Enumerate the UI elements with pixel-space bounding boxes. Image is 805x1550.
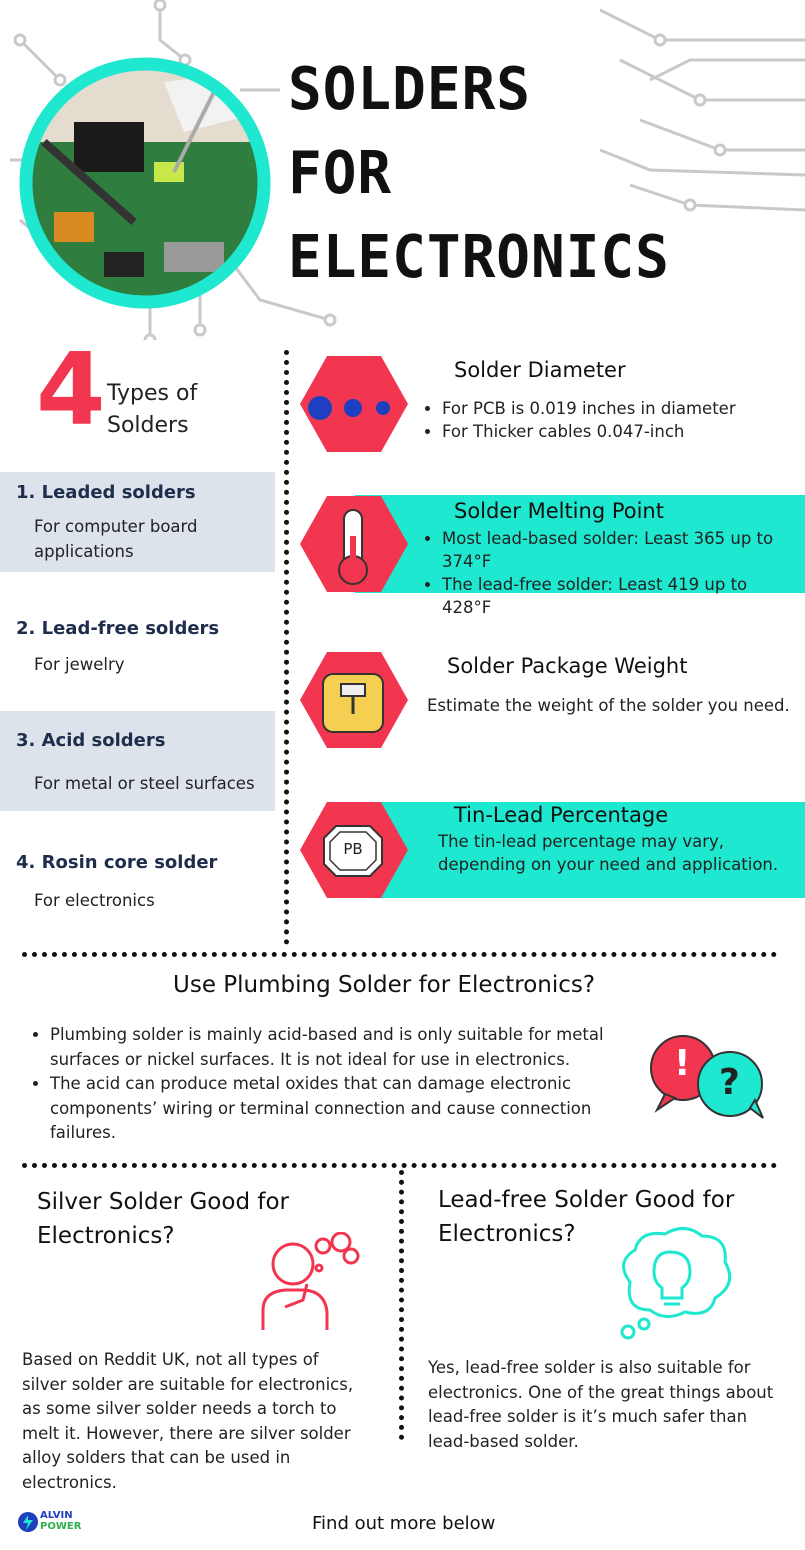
tinlead-title: Tin-Lead Percentage [454,803,669,827]
types-count: 4 [36,331,106,448]
diameter-bullets [424,397,794,443]
logo-line2: POWER [40,1521,82,1532]
type-name: 3. Acid solders [16,730,166,751]
bullet: • For Thicker cables 0.047-inch [442,420,794,443]
type-item-lead-free [0,600,275,690]
types-heading [107,378,197,442]
title-line: ELECTRONICS [288,223,670,292]
bullet: • The lead-free solder: Least 419 up to 428°F [442,573,799,619]
alvin-power-logo [16,1510,40,1534]
plumbing-title: Use Plumbing Solder for Electronics? [173,972,596,998]
plumbing-bullets [30,1023,630,1146]
exclaim-mark: ! [674,1043,691,1084]
question-mark: ? [719,1062,740,1103]
section-divider [22,1163,777,1168]
leadfree-title: Lead-free Solder Good for Electronics? [438,1187,735,1247]
type-item-acid [0,711,275,811]
silver-title: Silver Solder Good for Electronics? [37,1189,289,1249]
type-desc: For electronics [34,891,155,910]
circuit-board-photo [14,52,276,314]
type-desc: For metal or steel surfaces [34,774,255,793]
title-line: SOLDERS [288,55,532,124]
exclaim-question-icon [645,1032,775,1122]
find-out-more-link[interactable]: Find out more below [312,1513,496,1534]
type-name: 4. Rosin core solder [16,852,218,873]
leadfree-text: Yes, lead-free solder is also suitable for electronics. One of the great things about lead-free solder is it’s much safer than lead-based solder. [428,1358,774,1451]
logo-text [40,1510,81,1532]
type-item-rosin [0,836,275,926]
type-desc: For jewelry [34,655,125,674]
pb-label: PB [343,840,363,858]
type-name: 1. Leaded solders [16,482,196,503]
bullet: • For PCB is 0.019 inches in diameter [442,397,794,420]
column-divider [284,350,289,945]
type-name: 2. Lead-free solders [16,618,220,639]
thermometer-icon [300,496,408,592]
tinlead-text: The tin-lead percentage may vary, depending on your need and application. [438,832,779,874]
diameter-title: Solder Diameter [454,358,626,382]
melting-title: Solder Melting Point [454,499,664,523]
type-item-leaded [0,472,275,572]
type-desc: For computer board applications [34,517,198,561]
types-heading-line: Solders [107,413,189,438]
bullet: • Most lead-based solder: Least 365 up to 374°F [442,527,799,573]
thinking-person-icon [255,1232,365,1332]
silver-text: Based on Reddit UK, not all types of silver solder are suitable for electronics, as some silver solder needs a torch to melt it. However, there are silver solder alloy solders that can be used in electronics. [22,1350,354,1492]
weight-text: Estimate the weight of the solder you need. [427,696,790,715]
section-divider [22,952,777,957]
melting-bullets [424,527,799,619]
scale-icon [300,652,408,748]
bullet: • The acid can produce metal oxides that can damage electronic components’ wiring or terminal connection and cause connection failures. [50,1072,630,1146]
page-title [288,48,670,300]
column-divider [399,1170,404,1440]
lightbulb-icon [610,1222,740,1342]
dots-icon [300,356,408,452]
weight-title: Solder Package Weight [447,654,688,678]
bullet: • Plumbing solder is mainly acid-based and is only suitable for metal surfaces or nickel surfaces. It is not ideal for use in electronics. [50,1023,630,1072]
logo-line1: ALVIN [40,1510,73,1521]
types-heading-line: Types of [107,381,198,406]
title-line: FOR [288,139,393,208]
